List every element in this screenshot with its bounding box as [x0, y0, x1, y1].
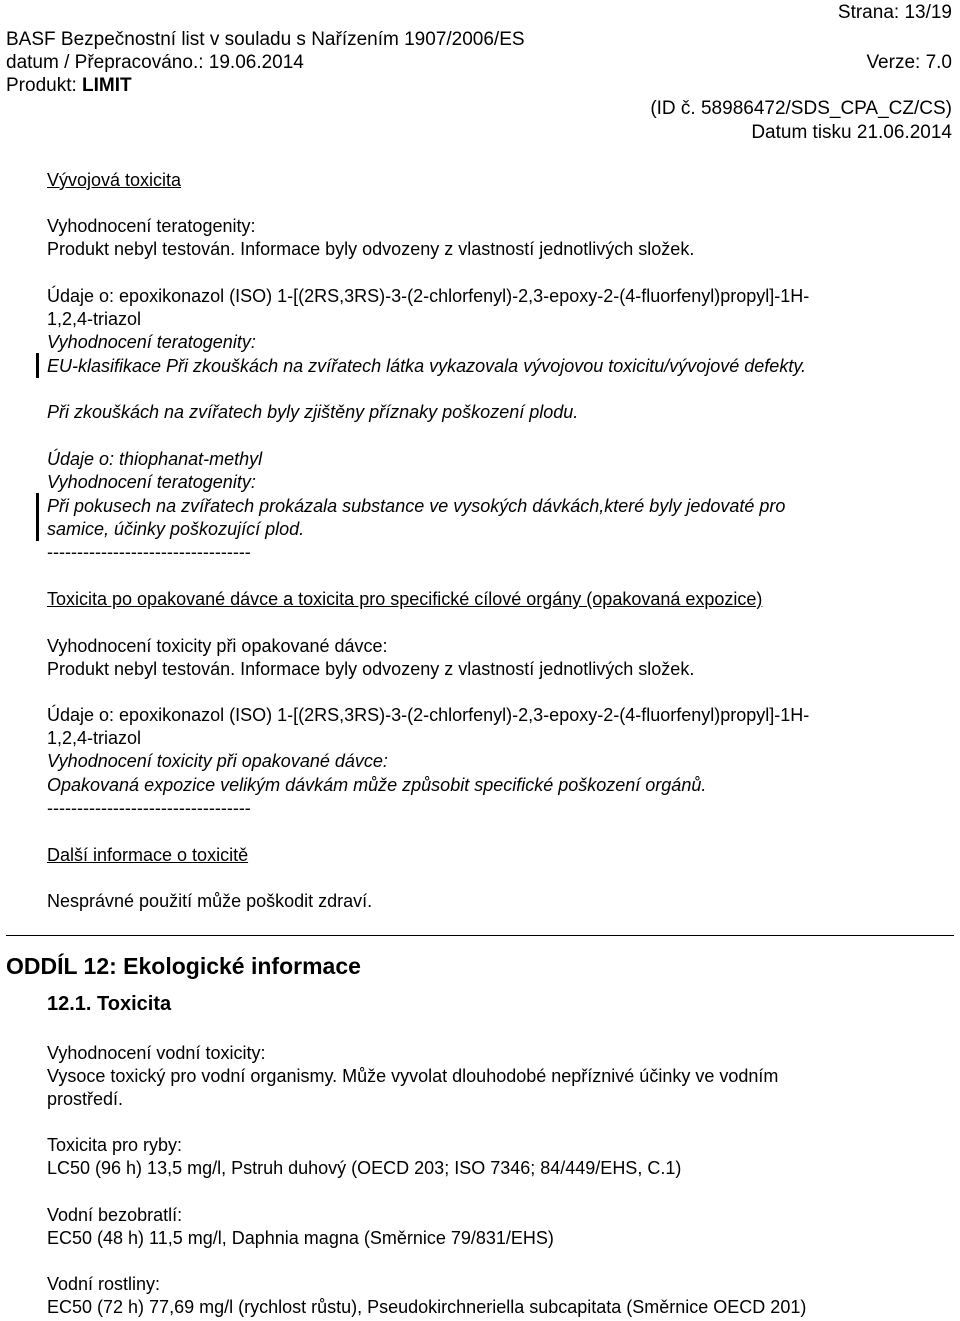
- teratogenity-text: Produkt nebyl testován. Informace byly odvozeny z vlastností jednotlivých složek.: [47, 239, 695, 259]
- section-rule: [6, 935, 954, 936]
- plants-label: Vodní rostliny:: [47, 1274, 161, 1294]
- epox-teratogenity-text2: Při zkouškách na zvířatech byly zjištěny příznaky poškození plodu.: [47, 402, 579, 422]
- divider-line: ----------------------------------: [47, 542, 251, 562]
- repeated-epox-text: Opakovaná expozice velikým dávkám může způsobit specifické poškození orgánů.: [47, 775, 707, 795]
- further-heading: Další informace o toxicitě: [47, 845, 249, 865]
- fish-label: Toxicita pro ryby:: [47, 1135, 183, 1155]
- thio-teratogenity-label: Vyhodnocení teratogenity:: [47, 472, 256, 492]
- epox-data-line1: Údaje o: epoxikonazol (ISO) 1-[(2RS,3RS)-3-(2-chlorfenyl)-2,3-epoxy-2-(4-fluorfenyl)propyl]-1H-: [47, 286, 810, 306]
- product-label: Produkt:: [6, 75, 83, 96]
- epox-data-line2: 1,2,4-triazol: [47, 309, 142, 329]
- print-date: Datum tisku 21.06.2014: [751, 122, 952, 143]
- version: Verze: 7.0: [866, 52, 952, 73]
- invertebrates-label: Vodní bezobratlí:: [47, 1205, 183, 1225]
- repeated-text: Produkt nebyl testován. Informace byly odvozeny z vlastností jednotlivých složek.: [47, 659, 695, 679]
- aquatic-label: Vyhodnocení vodní toxicity:: [47, 1043, 266, 1063]
- repeated-epox-data-line1: Údaje o: epoxikonazol (ISO) 1-[(2RS,3RS)-3-(2-chlorfenyl)-2,3-epoxy-2-(4-fluorfenyl)propyl]-1H-: [47, 705, 810, 725]
- change-bar: [36, 493, 39, 541]
- revision-date: datum / Přepracováno.: 19.06.2014: [6, 52, 304, 73]
- document-title: BASF Bezpečnostní list v souladu s Nařízením 1907/2006/ES: [6, 29, 525, 50]
- repeated-epox-label: Vyhodnocení toxicity při opakované dávce:: [47, 751, 388, 771]
- product-line: [6, 76, 132, 95]
- product-name: LIMIT: [82, 75, 132, 96]
- repeated-heading: Toxicita po opakované dávce a toxicita pro specifické cílové orgány (opakovaná expozice): [47, 589, 763, 609]
- thio-teratogenity-text2: samice, účinky poškozující plod.: [47, 519, 305, 539]
- thio-teratogenity-text1: Při pokusech na zvířatech prokázala substance ve vysokých dávkách,které byly jedovaté pro: [47, 496, 786, 516]
- teratogenity-label: Vyhodnocení teratogenity:: [47, 216, 256, 236]
- aquatic-text1: Vysoce toxický pro vodní organismy. Může vyvolat dlouhodobé nepříznivé účinky ve vodním: [47, 1066, 779, 1086]
- section-12-1-title: 12.1. Toxicita: [47, 993, 172, 1015]
- fish-text: LC50 (96 h) 13,5 mg/l, Pstruh duhový (OECD 203; ISO 7346; 84/449/EHS, C.1): [47, 1158, 682, 1178]
- page-number: Strana: 13/19: [837, 2, 952, 23]
- further-text: Nesprávné použití může poškodit zdraví.: [47, 891, 373, 911]
- thio-data: Údaje o: thiophanat-methyl: [47, 449, 263, 469]
- divider-line: ----------------------------------: [47, 798, 251, 818]
- document-id: (ID č. 58986472/SDS_CPA_CZ/CS): [650, 98, 952, 119]
- plants-text: EC50 (72 h) 77,69 mg/l (rychlost růstu), Pseudokirchneriella subcapitata (Směrnice OECD 201): [47, 1297, 807, 1317]
- invertebrates-text: EC50 (48 h) 11,5 mg/l, Daphnia magna (Směrnice 79/831/EHS): [47, 1228, 554, 1248]
- repeated-label: Vyhodnocení toxicity při opakované dávce:: [47, 636, 388, 656]
- epox-teratogenity-label: Vyhodnocení teratogenity:: [47, 332, 256, 352]
- change-bar: [36, 353, 39, 378]
- epox-teratogenity-text1: EU-klasifikace Při zkouškách na zvířatech látka vykazovala vývojovou toxicitu/vývojové defekty.: [47, 356, 806, 376]
- section-12-title: ODDÍL 12: Ekologické informace: [6, 953, 361, 979]
- developmental-heading: Vývojová toxicita: [47, 170, 182, 190]
- repeated-epox-data-line2: 1,2,4-triazol: [47, 728, 142, 748]
- aquatic-text2: prostředí.: [47, 1089, 124, 1109]
